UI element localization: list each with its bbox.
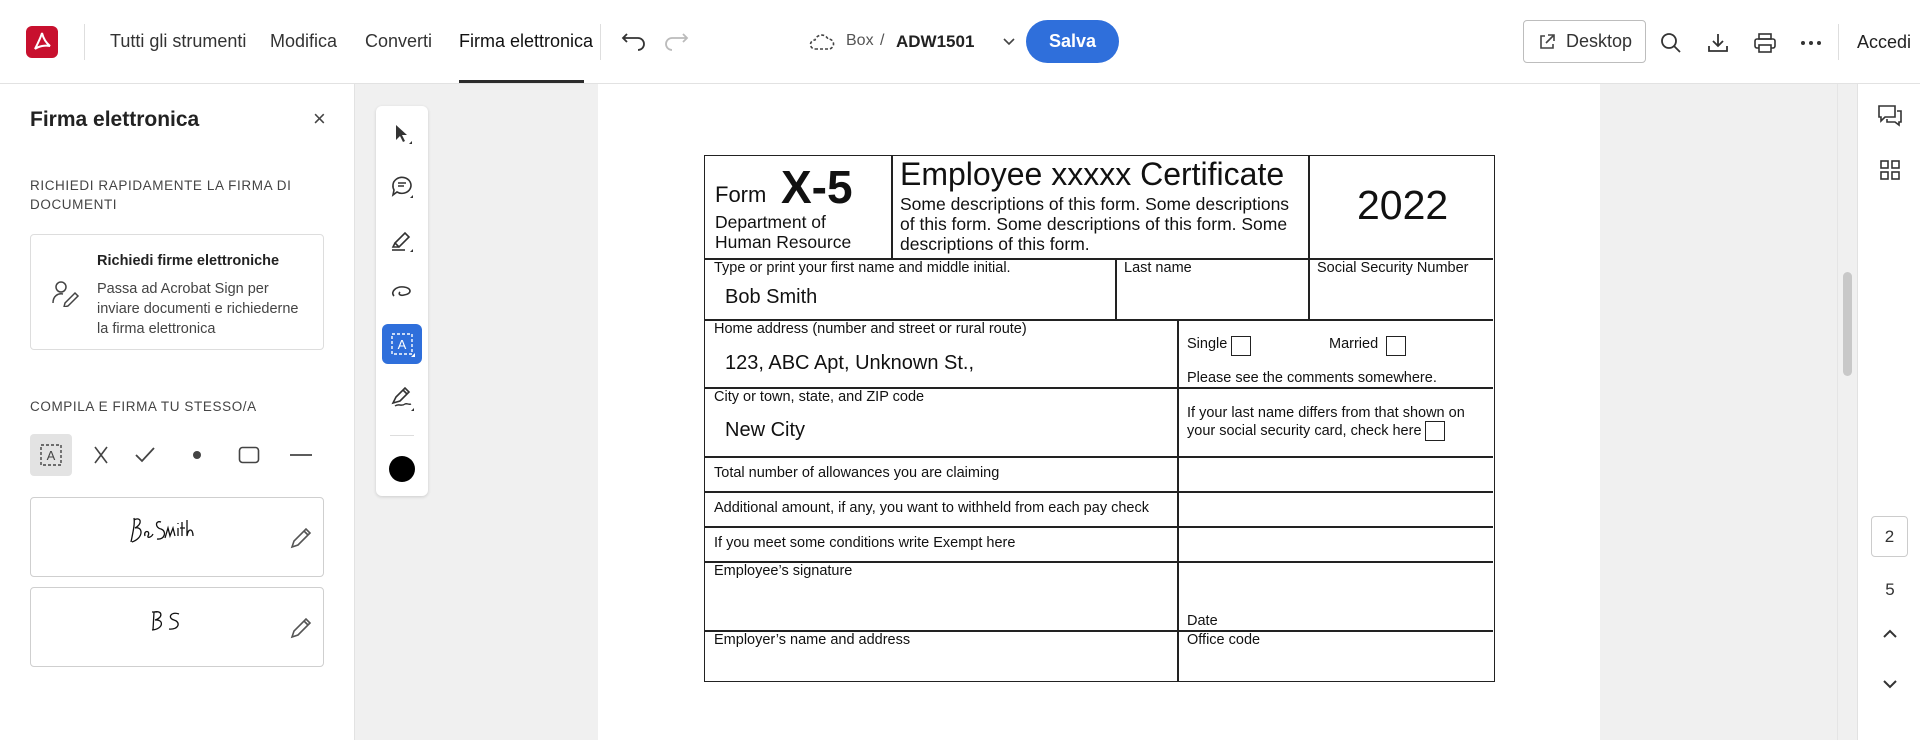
divider: [84, 24, 85, 60]
menu-e-sign[interactable]: Firma elettronica: [459, 31, 594, 51]
panel-title: Firma elettronica: [30, 108, 200, 131]
undo-icon[interactable]: [618, 28, 650, 56]
last-name-differs-checkbox[interactable]: [1425, 421, 1445, 441]
last-name-label: Last name: [1124, 260, 1192, 276]
breadcrumb-separator: /: [880, 32, 885, 49]
form-description-1: Some descriptions of this form. Some descriptions: [900, 194, 1290, 214]
breadcrumb-root[interactable]: Box: [846, 32, 874, 49]
allowances-label: Total number of allowances you are claiming: [714, 465, 1000, 481]
cloud-icon: [808, 30, 836, 54]
last-name-differs-text-1: If your last name differs from that shown on: [1187, 405, 1465, 421]
comments-note: Please see the comments somewhere.: [1187, 370, 1437, 386]
text-field-icon[interactable]: [30, 434, 72, 476]
initials-bs: [149, 608, 185, 641]
city-field[interactable]: New City: [725, 419, 806, 441]
address-field[interactable]: 123, ABC Apt, Unknown St.,: [725, 352, 975, 374]
first-name-field[interactable]: Bob Smith: [725, 286, 818, 308]
employee-certificate-form: [704, 155, 1495, 682]
sign-icon[interactable]: [382, 378, 422, 418]
rectangle-icon[interactable]: [228, 434, 270, 476]
exempt-label: If you meet some conditions write Exempt here: [714, 535, 1016, 551]
active-tab-indicator: [459, 80, 584, 83]
desktop-label: Desktop: [1566, 31, 1633, 51]
current-page-input[interactable]: 2: [1871, 516, 1908, 557]
scrollbar-thumb[interactable]: [1843, 272, 1852, 376]
request-signature-icon: [51, 279, 81, 312]
redo-icon[interactable]: [660, 28, 692, 56]
thumbnails-icon[interactable]: [1874, 154, 1906, 186]
last-name-field[interactable]: [1124, 280, 1300, 314]
print-icon[interactable]: [1750, 28, 1780, 58]
page-up-icon[interactable]: [1875, 620, 1905, 648]
form-description-3: descriptions of this form.: [900, 234, 1090, 254]
svg-text:A: A: [397, 337, 407, 352]
married-label: Married: [1329, 336, 1379, 352]
edit-initials-icon[interactable]: [289, 616, 313, 645]
department-line2: Human Resource: [715, 232, 852, 252]
comment-icon[interactable]: [382, 166, 422, 206]
more-icon[interactable]: [1796, 28, 1826, 58]
office-code-label: Office code: [1187, 632, 1261, 648]
request-signatures-desc: Passa ad Acrobat Sign per inviare documenti e richiederne la firma elettronica: [97, 281, 299, 337]
fill-sign-toolbar: [30, 434, 330, 476]
add-text-icon[interactable]: [382, 324, 422, 364]
form-year: 2022: [1357, 182, 1449, 228]
close-icon[interactable]: ×: [313, 106, 326, 131]
signature-box[interactable]: [30, 497, 324, 577]
menu-edit[interactable]: Modifica: [270, 31, 338, 51]
single-checkbox[interactable]: [1231, 336, 1251, 356]
chevron-down-icon[interactable]: [998, 32, 1020, 52]
request-signatures-card[interactable]: [30, 234, 324, 350]
additional-amount-field[interactable]: [1181, 494, 1489, 524]
open-in-desktop-button[interactable]: [1523, 20, 1646, 63]
line-icon[interactable]: [280, 434, 322, 476]
form-word: Form: [715, 182, 767, 207]
last-name-differs-text-2: your social security card, check here: [1187, 423, 1422, 439]
allowances-field[interactable]: [1181, 459, 1489, 489]
menu-all-tools[interactable]: Tutti gli strumenti: [110, 31, 247, 51]
first-name-label: Type or print your first name and middle initial.: [714, 260, 1011, 276]
select-icon[interactable]: [382, 114, 422, 154]
top-toolbar: [0, 0, 1920, 84]
city-label: City or town, state, and ZIP code: [714, 389, 925, 405]
file-name[interactable]: ADW1501: [896, 32, 975, 51]
vertical-scrollbar[interactable]: [1837, 84, 1857, 740]
date-field[interactable]: [1181, 566, 1489, 610]
address-label: Home address (number and street or rural route): [714, 321, 1027, 337]
edit-signature-icon[interactable]: [289, 526, 313, 555]
menu-convert[interactable]: Converti: [365, 31, 433, 51]
divider: [600, 24, 601, 60]
exempt-field[interactable]: [1181, 529, 1489, 559]
employer-field[interactable]: [714, 651, 1169, 679]
employee-signature-field[interactable]: [714, 582, 1169, 626]
section-fill-sign-label: COMPILA E FIRMA TU STESSO/A: [30, 399, 257, 414]
additional-amount-label: Additional amount, if any, you want to withheld from each pay check: [714, 500, 1149, 516]
single-label: Single: [1187, 336, 1228, 352]
employer-label: Employer’s name and address: [714, 632, 911, 648]
dot-icon[interactable]: [176, 434, 218, 476]
form-id: X-5: [781, 161, 853, 213]
total-pages: 5: [1885, 580, 1895, 599]
ssn-label: Social Security Number: [1317, 260, 1469, 276]
save-button[interactable]: Salva: [1026, 20, 1119, 63]
color-picker-icon[interactable]: [389, 456, 415, 482]
open-external-icon: [1538, 33, 1556, 51]
department: Department of: [715, 212, 826, 232]
download-icon[interactable]: [1703, 28, 1733, 58]
section-request-label: RICHIEDI RAPIDAMENTE LA FIRMA DI DOCUMENTI: [30, 178, 292, 212]
office-code-field[interactable]: [1187, 651, 1487, 679]
married-checkbox[interactable]: [1386, 336, 1406, 356]
checkmark-icon[interactable]: [124, 434, 166, 476]
page-down-icon[interactable]: [1875, 670, 1905, 698]
ssn-field[interactable]: [1317, 280, 1487, 314]
sign-in-link[interactable]: Accedi: [1857, 32, 1912, 52]
form-title: Employee xxxxx Certificate: [900, 156, 1285, 192]
signature-bob-smith: [127, 512, 197, 557]
request-signatures-title: Richiedi firme elettroniche: [97, 253, 280, 269]
divider: [1838, 24, 1839, 60]
highlight-icon[interactable]: [382, 220, 422, 260]
date-label: Date: [1187, 613, 1218, 629]
svg-text:A: A: [46, 448, 56, 463]
acrobat-logo-icon[interactable]: [26, 26, 58, 58]
annotation-toolstrip: [376, 106, 428, 496]
divider: [390, 435, 414, 436]
cross-icon[interactable]: [80, 434, 122, 476]
comments-icon[interactable]: [1874, 100, 1906, 132]
employee-signature-label: Employee’s signature: [714, 563, 853, 579]
initials-box[interactable]: [30, 587, 324, 667]
search-icon[interactable]: [1656, 28, 1686, 58]
e-sign-panel: [0, 84, 355, 740]
draw-icon[interactable]: [382, 272, 422, 312]
form-description-2: of this form. Some descriptions of this form. Some: [900, 214, 1288, 234]
